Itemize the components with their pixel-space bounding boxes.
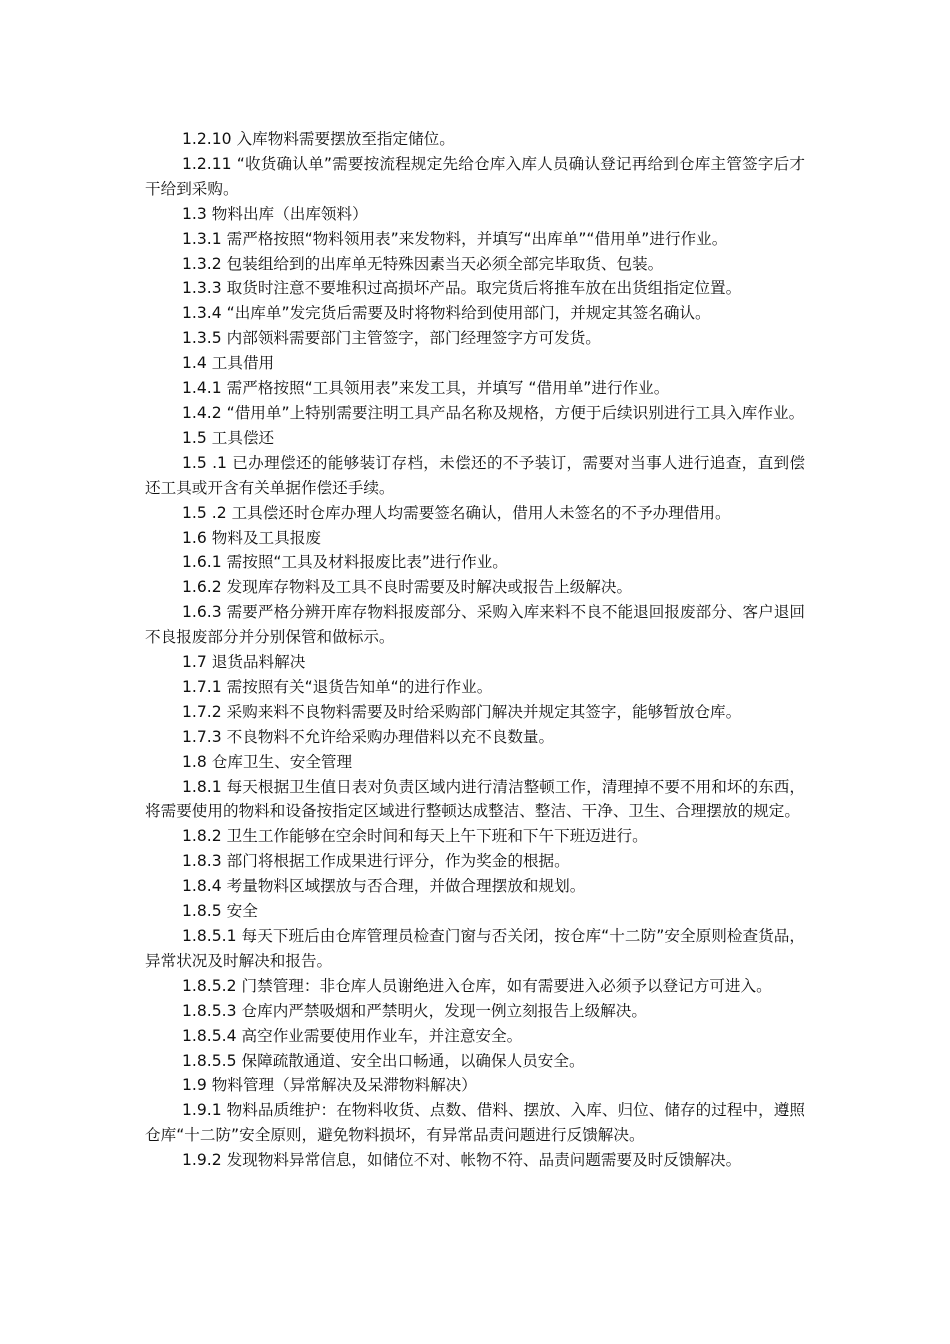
- paragraph: 1.8.5.5 保障疏散通道、安全出口畅通，以确保人员安全。: [182, 1051, 585, 1070]
- section-heading: 1.6 物料及工具报废: [182, 528, 321, 547]
- section-heading: 1.4 工具借用: [182, 354, 275, 373]
- paragraph: 1.2.10 入库物料需要摆放至指定储位。: [182, 130, 455, 148]
- paragraph: 1.7.1 需按照有关“退货告知单“的进行作业。: [182, 677, 493, 696]
- paragraph: 1.9.1 物料品质维护：在物料收货、点数、借料、摆放、入库、归位、储存的过程中，遵照仓库“十二防”安全原则，避免物料损坏，有异常品责问题进行反馈解决。: [145, 1101, 805, 1145]
- section-heading: 1.5 工具偿还: [182, 428, 275, 447]
- paragraph: 1.6.1 需按照“工具及材料报废比表”进行作业。: [182, 553, 508, 572]
- document-page: [145, 127, 805, 1173]
- paragraph: 1.5 .1 已办理偿还的能够装订存档，未偿还的不予装订，需要对当事人进行追查，直到偿还工具或开含有关单据作偿还手续。: [145, 453, 805, 497]
- paragraph: 1.8.5.4 高空作业需要使用作业车，并注意安全。: [182, 1026, 523, 1045]
- paragraph: 1.3.3 取货时注意不要堆积过高损坏产品。取完货后将推车放在出货组指定位置。: [182, 279, 742, 298]
- paragraph: 1.3.5 内部领料需要部门主管签字，部门经理签字方可发货。: [182, 329, 601, 348]
- section-heading: 1.3 物料出库（出库领料）: [182, 204, 368, 223]
- paragraph: 1.9.2 发现物料异常信息，如储位不对、帐物不符、品责问题需要及时反馈解决。: [182, 1151, 742, 1170]
- paragraph: 1.8.1 每天根据卫生值日表对负责区域内进行清洁整顿工作，清理掉不要不用和坏的东西，将需要使用的物料和设备按指定区域进行整顿达成整洁、整洁、干净、卫生、合理摆放的规定。: [145, 777, 805, 821]
- paragraph: 1.3.2 包装组给到的出库单无特殊因素当天必须全部完毕取货、包装。: [182, 254, 664, 273]
- paragraph: 1.7.3 不良物料不允许给采购办理借料以充不良数量。: [182, 727, 555, 746]
- paragraph: 1.6.2 发现库存物料及工具不良时需要及时解决或报告上级解决。: [182, 578, 633, 597]
- paragraph: 1.3.1 需严格按照“物料领用表”来发物料，并填写“出库单”“借用单”进行作业。: [182, 229, 728, 248]
- paragraph: 1.8.5.1 每天下班后由仓库管理员检查门窗与否关闭，按仓库“十二防”安全原则检查货品，异常状况及时解决和报告。: [145, 927, 805, 970]
- section-heading: 1.7 退货品料解决: [182, 653, 306, 672]
- paragraph: 1.5 .2 工具偿还时仓库办理人均需要签名确认，借用人未签名的不予办理借用。: [182, 503, 731, 522]
- paragraph: 1.8.5.3 仓库内严禁吸烟和严禁明火，发现一例立刻报告上级解决。: [182, 1001, 647, 1020]
- paragraph: 1.8.3 部门将根据工作成果进行评分，作为奖金的根据。: [182, 852, 570, 871]
- paragraph: 1.3.4 “出库单”发完货后需要及时将物料给到使用部门，并规定其签名确认。: [182, 304, 711, 323]
- paragraph: 1.8.4 考量物料区域摆放与否合理，并做合理摆放和规划。: [182, 877, 586, 896]
- section-heading: 1.8.5 安全: [182, 902, 258, 921]
- paragraph: 1.8.2 卫生工作能够在空余时间和每天上午下班和下午下班迈进行。: [182, 827, 648, 846]
- paragraph: 1.2.11 “收货确认单”需要按流程规定先给仓库入库人员确认登记再给到仓库主管签字后才干给到采购。: [145, 154, 805, 198]
- section-heading: 1.8 仓库卫生、安全管理: [182, 752, 353, 771]
- paragraph: 1.7.2 采购来料不良物料需要及时给采购部门解决并规定其签字，能够暂放仓库。: [182, 702, 742, 721]
- paragraph: 1.8.5.2 门禁管理：非仓库人员谢绝进入仓库，如有需要进入必须予以登记方可进入。: [182, 976, 772, 995]
- paragraph: 1.4.2 “借用单”上特别需要注明工具产品名称及规格，方便于后续识别进行工具入库作业。: [182, 403, 805, 422]
- paragraph: 1.6.3 需要严格分辨开库存物料报废部分、采购入库来料不良不能退回报废部分、客户退回不良报废部分并分别保管和做标示。: [145, 603, 805, 647]
- paragraph: 1.4.1 需严格按照“工具领用表”来发工具，并填写 “借用单”进行作业。: [182, 379, 670, 398]
- section-heading: 1.9 物料管理（异常解决及呆滞物料解决）: [182, 1076, 477, 1095]
